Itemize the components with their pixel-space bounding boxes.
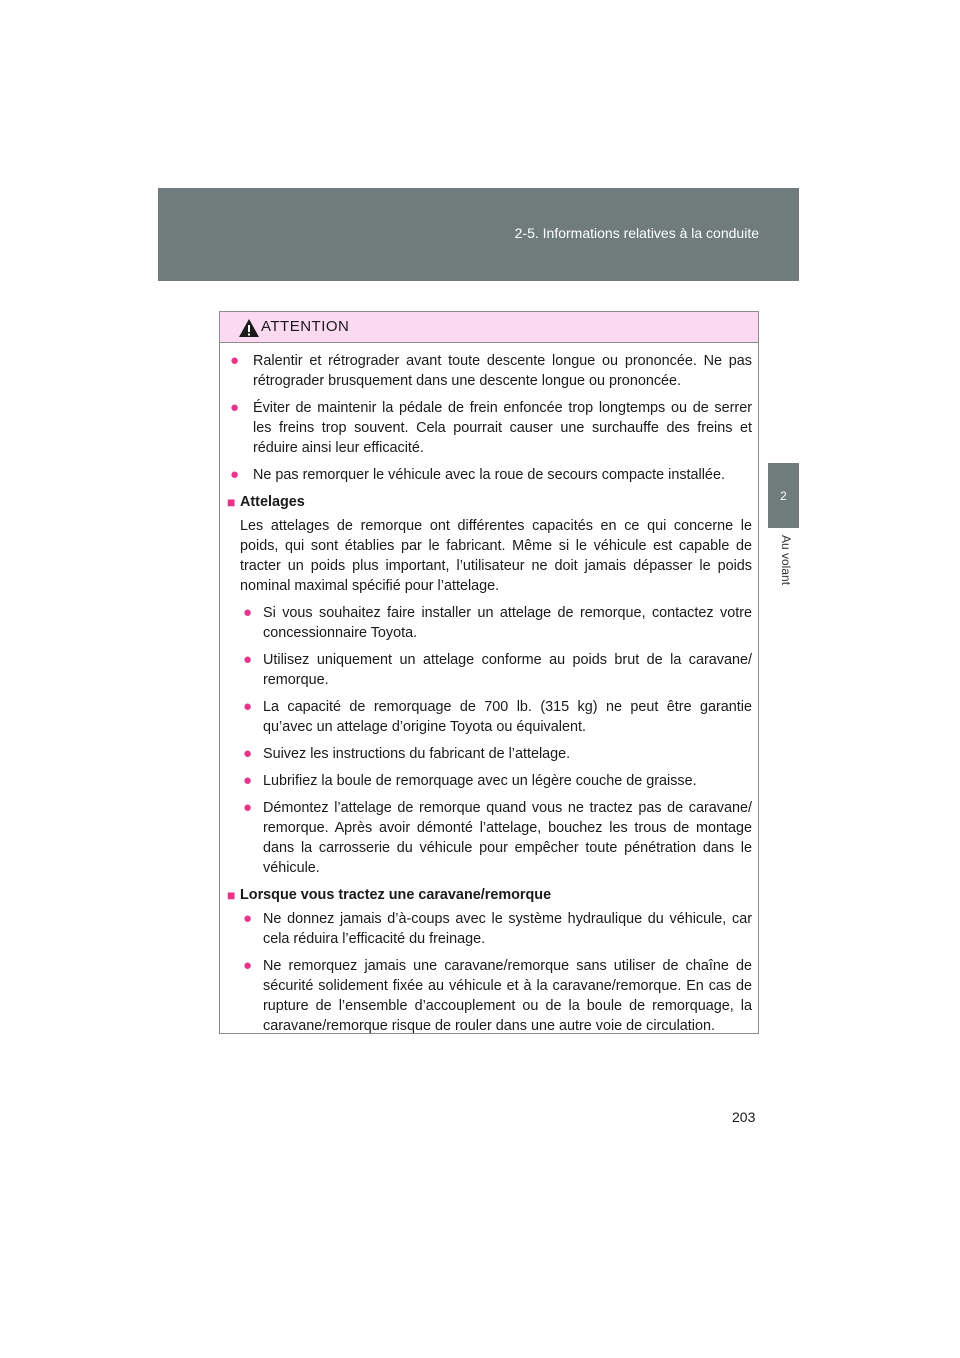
square-bullet-icon: ■ [227, 887, 236, 903]
section-title: ■ Lorsque vous tractez une caravane/remorque [227, 887, 552, 903]
list-item: ● Utilisez uniquement un attelage conforme au poids brut de la caravane/ remorque. [243, 651, 752, 688]
bullet-dot-icon: ● [230, 466, 240, 483]
section-title: ■ Attelages [227, 494, 305, 510]
list-item: ● Si vous souhaitez faire installer un attelage de remorque, contactez votre concessionnaire Toyota. [243, 604, 752, 641]
list-item: ● La capacité de remorquage de 700 lb. (315 kg) ne peut être garantie qu’avec un attelage d’origine Toyota ou équivalent. [243, 698, 752, 735]
list-item: ● Suivez les instructions du fabricant de l’attelage. [243, 745, 571, 762]
warning-header [220, 312, 758, 343]
chapter-side-label: Au volant [779, 535, 793, 586]
chapter-section-title: 2-5. Informations relatives à la conduite [514, 225, 759, 241]
bullet-dot-icon: ● [243, 604, 253, 621]
chapter-side-tab [768, 463, 799, 528]
bullet-dot-icon: ● [243, 745, 253, 762]
warning-body [220, 343, 758, 1036]
bullet-dot-icon: ● [230, 399, 240, 416]
list-item: ● Ne remorquez jamais une caravane/remorque sans utiliser de chaîne de sécurité solidement fixée au véhicule et à la caravane/remorque. En cas de rupture de l’ensemble d’accouplement ou de la boule de remorquage, la caravane/remorque risque de rouler dans une autre voie de circulation. [243, 957, 752, 1034]
chapter-header-band [158, 188, 799, 281]
bullet-dot-icon: ● [243, 957, 253, 974]
bullet-dot-icon: ● [243, 772, 253, 789]
warning-title: ATTENTION [261, 318, 350, 335]
list-item: ● Éviter de maintenir la pédale de frein enfoncée trop longtemps ou de serrer les freins trop souvent. Cela pourrait causer une surchauffe des freins et réduire ainsi leur efficacité. [230, 399, 752, 456]
section-attelages [227, 492, 752, 878]
square-bullet-icon: ■ [227, 494, 236, 510]
bullet-dot-icon: ● [243, 651, 253, 668]
section-towing [227, 885, 752, 1036]
bullet-dot-icon: ● [230, 352, 240, 369]
list-item: ● Ne donnez jamais d’à-coups avec le système hydraulique du véhicule, car cela réduira l’efficacité du freinage. [243, 910, 752, 947]
warning-box [219, 311, 759, 1034]
list-item: ● Démontez l’attelage de remorque quand vous ne tractez pas de caravane/ remorque. Après avoir démonté l’attelage, bouchez les trous de montage dans la carrosserie du véhicule pour empêcher toute pénétration dans le véhicule. [243, 799, 752, 876]
section-paragraph: Les attelages de remorque ont différentes capacités en ce qui concerne le poids, qui sont établies par le fabricant. Même si le véhicule est capable de tracter un poids plus important, l’utilisateur ne doit jamais dépasser le poids nominal maximal spécifié pour l’attelage. [240, 518, 752, 594]
bullet-dot-icon: ● [243, 910, 253, 927]
list-item: ● Ralentir et rétrograder avant toute descente longue ou prononcée. Ne pas rétrograder brusquement dans une descente longue ou prononcée. [230, 352, 752, 389]
chapter-number: 2 [780, 489, 787, 503]
warning-triangle-icon [238, 318, 260, 338]
bullet-dot-icon: ● [243, 799, 253, 816]
page-number: 203 [732, 1109, 756, 1125]
list-item: ● Ne pas remorquer le véhicule avec la roue de secours compacte installée. [230, 466, 725, 483]
bullet-dot-icon: ● [243, 698, 253, 715]
list-item: ● Lubrifiez la boule de remorquage avec un légère couche de graisse. [243, 772, 697, 789]
